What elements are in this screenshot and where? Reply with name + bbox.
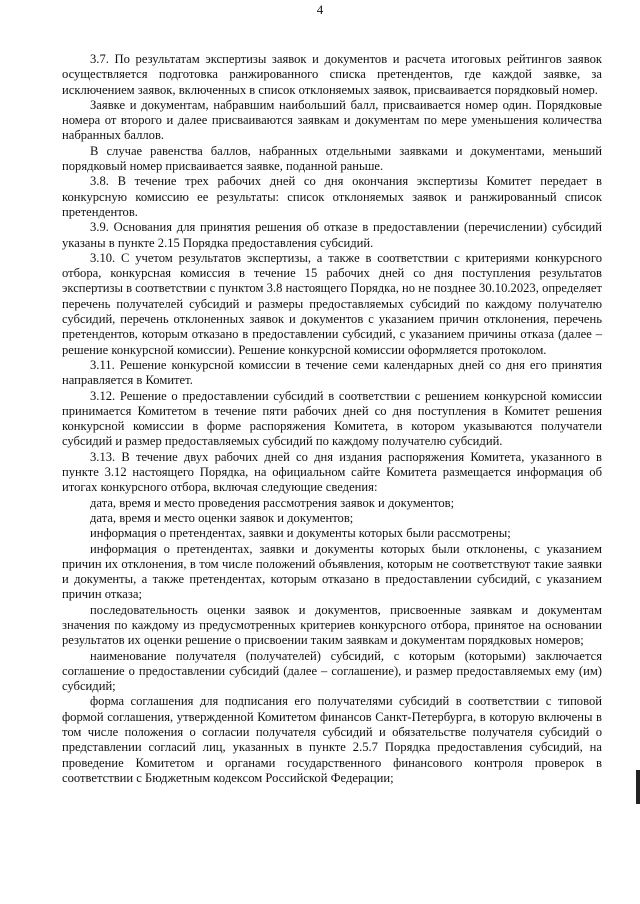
list-item: информация о претендентах, заявки и документы которых были отклонены, с указанием причин их отклонения, в том числе положений объявления, которым не соответствуют такие заявки и документы, а также претендентах, которым отказано в предоставлении субсидий, с указанием причин отказа;: [62, 541, 602, 602]
paragraph-3-8: 3.8. В течение трех рабочих дней со дня окончания экспертизы Комитет передает в конкурсную комиссию ее результаты: список отклоняемых заявок и ранжированный список претендентов.: [62, 174, 602, 219]
list-item: информация о претендентах, заявки и документы которых были рассмотрены;: [90, 526, 511, 541]
list-item: форма соглашения для подписания его получателями субсидий в соответствии с типовой формой соглашения, утвержденной Комитетом финансов Санкт-Петербурга, в которую включены в том числе положения о согласии получателя субсидий и обязательстве получателя субсидий о представлении согласий лиц, указанных в пункте 2.5.7 Порядка предоставления субсидий, на проведение Комитетом и органами государственного финансового контроля проверок в соответствии с Бюджетным кодексом Российской Федерации;: [62, 694, 602, 785]
paragraph-3-7-equal-scores: В случае равенства баллов, набранных отдельными заявками и документами, меньший порядковый номер присваивается заявке, поданной раньше.: [62, 143, 602, 174]
paragraph-3-11: 3.11. Решение конкурсной комиссии в течение семи календарных дней со дня его принятия направляется в Комитет.: [62, 357, 602, 388]
paragraph-3-7-numbering: Заявке и документам, набравшим наибольший балл, присваивается номер один. Порядковые номера от второго и далее присваиваются заявкам и документам по мере уменьшения количества набранных баллов.: [62, 97, 602, 143]
list-item: последовательность оценки заявок и документов, присвоенные заявкам и документам значения по каждому из предусмотренных критериев конкурсного отбора, принятое на основании результатов их оценки решение о присвоении таким заявкам и документам порядковых номеров;: [62, 602, 602, 648]
document-body: [62, 52, 602, 786]
paragraph-3-9: 3.9. Основания для принятия решения об отказе в предоставлении (перечислении) субсидий указаны в пункте 2.15 Порядка предоставления субсидий.: [62, 220, 602, 250]
page-number: 4: [316, 2, 324, 17]
list-item: наименование получателя (получателей) субсидий, с которым (которыми) заключается соглашение о предоставлении субсидий (далее – соглашение), и размер предоставляемых ему (им) субсидий;: [62, 648, 602, 694]
scan-edge-mark: [636, 770, 640, 804]
paragraph-3-12: 3.12. Решение о предоставлении субсидий в соответствии с решением конкурсной комиссии принимается Комитетом в течение пяти рабочих дней со дня поступления в Комитет решения конкурсной комиссии в форме распоряжения Комитета, в котором указываются получатели субсидий и размер предоставляемых субсидий по каждому получателю субсидий.: [62, 388, 602, 449]
list-item: дата, время и место проведения рассмотрения заявок и документов;: [90, 495, 455, 510]
list-item: дата, время и место оценки заявок и документов;: [90, 510, 354, 525]
paragraph-3-10: 3.10. С учетом результатов экспертизы, а также в соответствии с критериями конкурсного отбора, конкурсная комиссия в течение 15 рабочих дней со дня поступления результатов экспертизы в соответствии с пунктом 3.8 настоящего Порядка, но не позднее 30.10.2023, определяет перечень получателей субсидий и размеры предоставляемых субсидий по каждому получателю субсидий, перечень отклоненных заявок и документов с указанием причин отклонения, перечень претендентов, которым отказано в предоставлении субсидий, с указанием причины отказа (далее – решение конкурсной комиссии). Решение конкурсной комиссии оформляется протоколом.: [62, 250, 602, 357]
paragraph-3-7: 3.7. По результатам экспертизы заявок и документов и расчета итоговых рейтингов заявок осуществляется подготовка ранжированного списка претендентов, где каждой заявке, за исключением заявок, включенных в список отклоняемых заявок, присваивается порядковый номер.: [62, 52, 602, 97]
paragraph-3-13: 3.13. В течение двух рабочих дней со дня издания распоряжения Комитета, указанного в пункте 3.12 настоящего Порядка, на официальном сайте Комитета размещается информация об итогах конкурсного отбора, включая следующие сведения:: [62, 449, 602, 495]
